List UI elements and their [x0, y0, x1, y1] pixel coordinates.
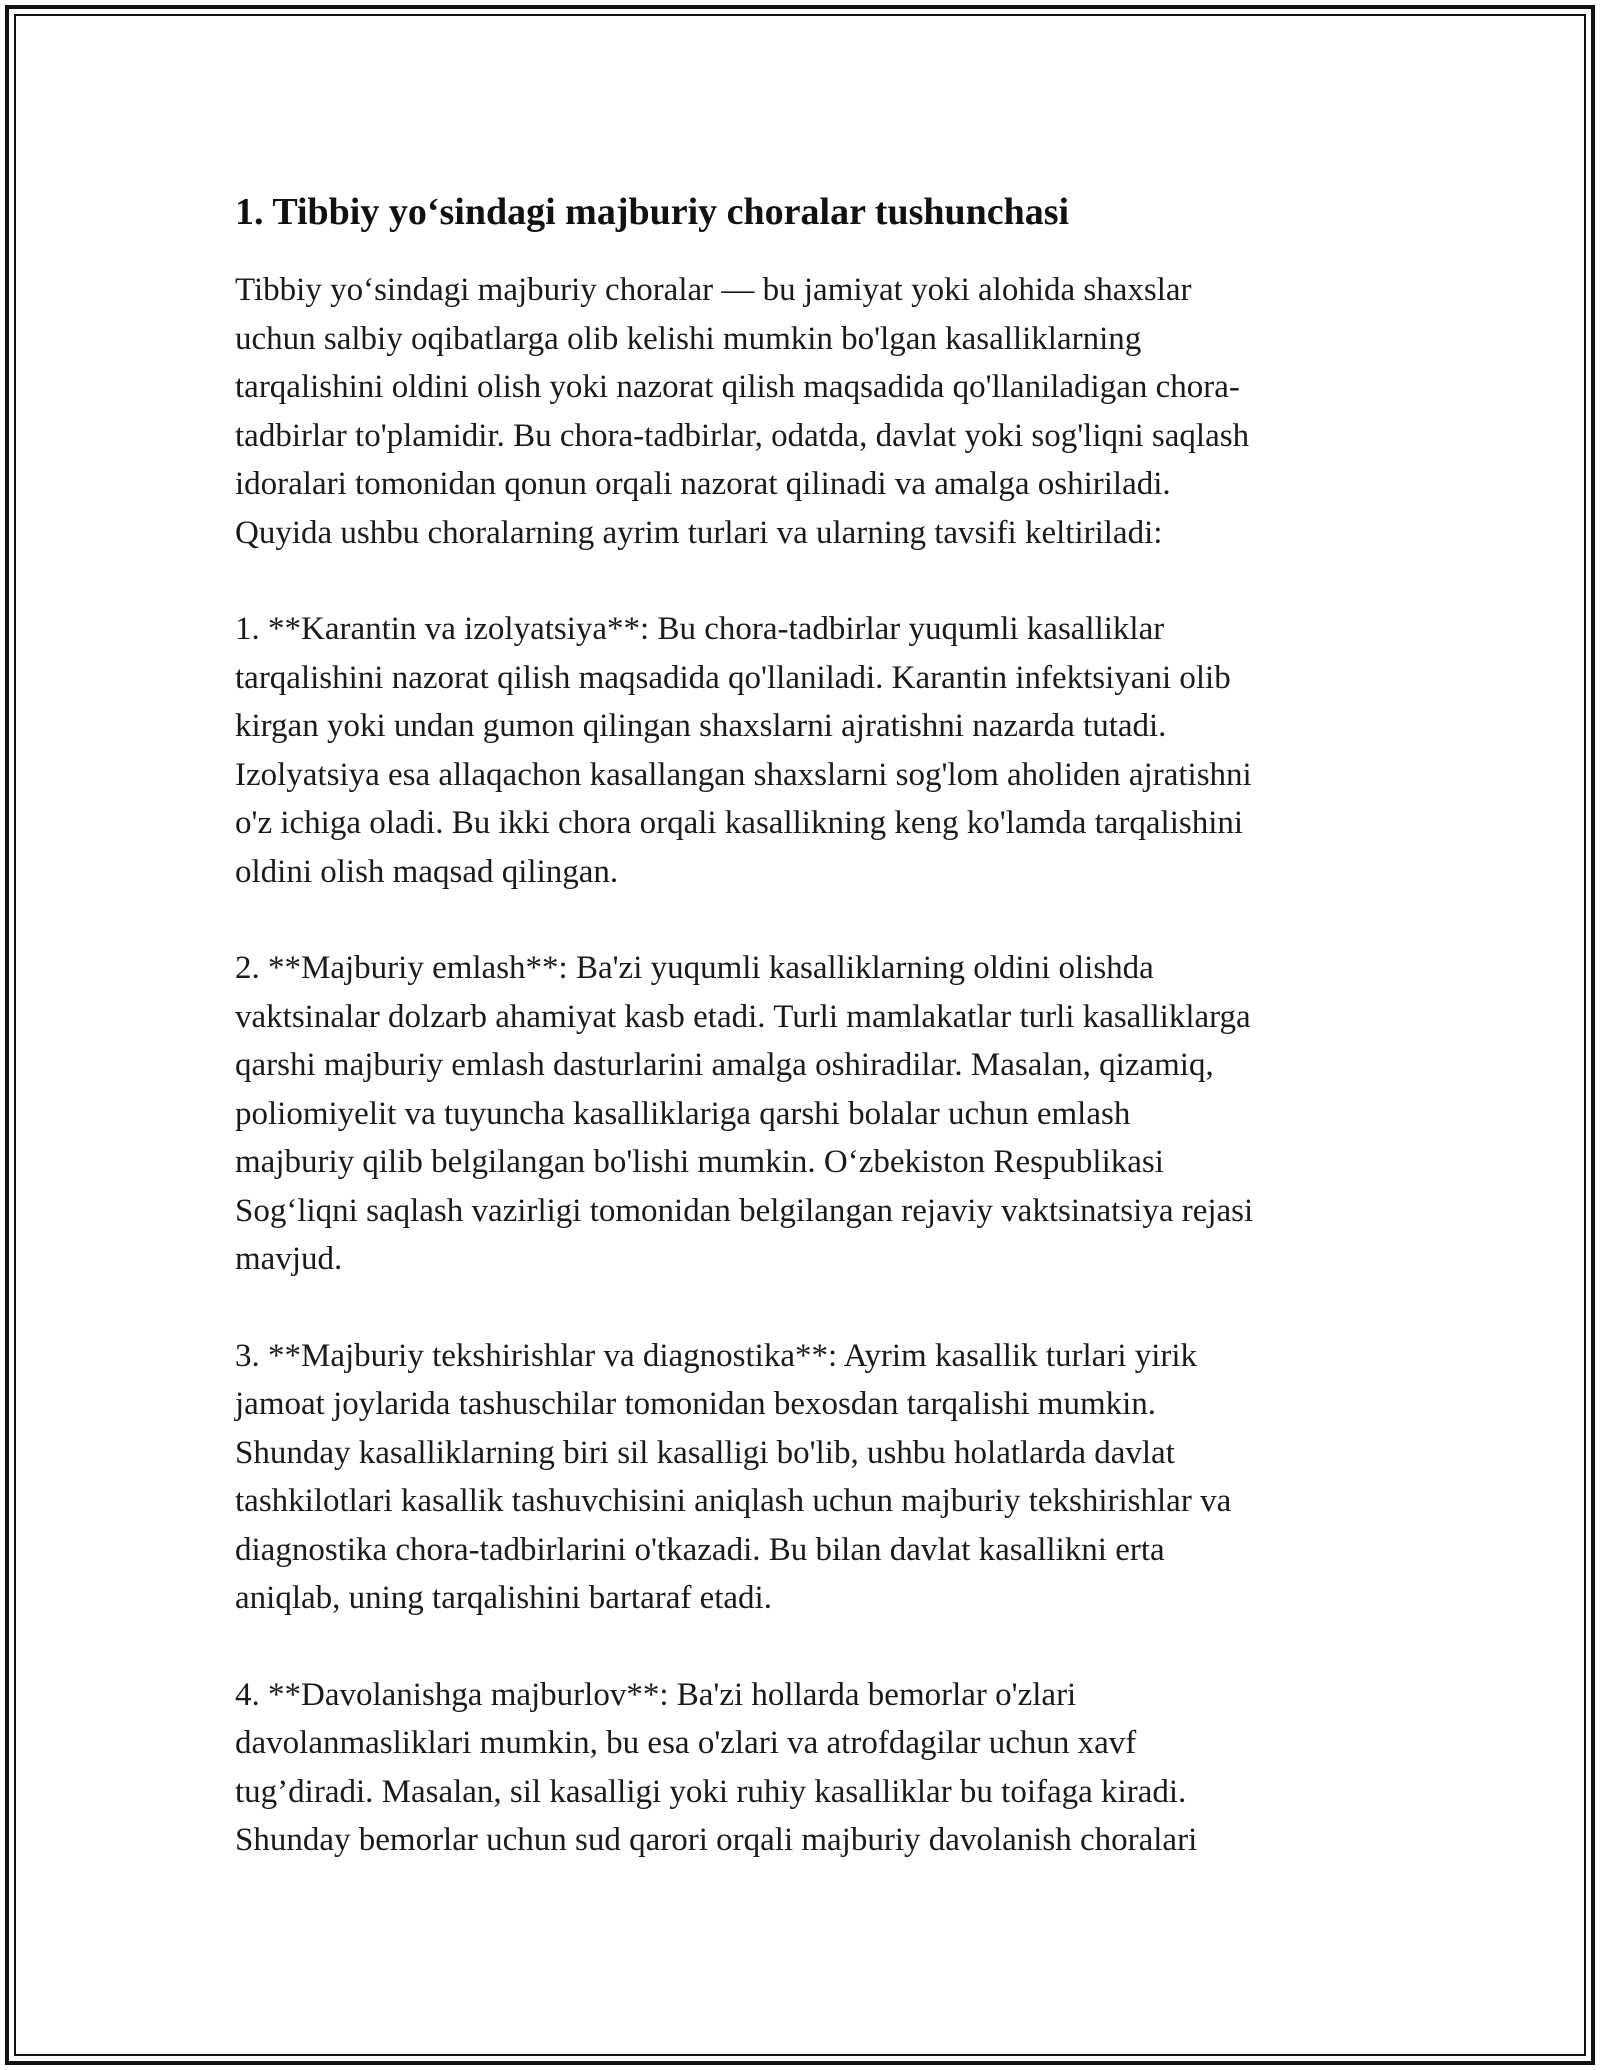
text-line: idoralari tomonidan qonun orqali nazorat qilinadi va amalga oshiriladi.	[235, 466, 1171, 502]
text-line: tashkilotlari kasallik tashuvchisini aniqlash uchun majburiy tekshirishlar va	[235, 1483, 1232, 1519]
text-line: Tibbiy yo‘sindagi majburiy choralar — bu jamiyat yoki alohida shaxslar	[235, 272, 1192, 308]
text-line: kirgan yoki undan gumon qilingan shaxslarni ajratishni nazarda tutadi.	[235, 708, 1167, 744]
list-item-diagnostics	[235, 1332, 1385, 1623]
text-line: tug’diradi. Masalan, sil kasalligi yoki ruhiy kasalliklar bu toifaga kiradi.	[235, 1773, 1187, 1810]
section-heading: 1. Tibbiy yo‘sindagi majburiy choralar tushunchasi	[235, 191, 1070, 233]
text-line: o'z ichiga oladi. Bu ikki chora orqali kasallikning keng ko'lamda tarqalishini	[235, 805, 1244, 841]
text-line: Shunday kasalliklarning biri sil kasalligi bo'lib, ushbu holatlarda davlat	[235, 1434, 1175, 1471]
text-line: Izolyatsiya esa allaqachon kasallangan shaxslarni sog'lom aholiden ajratishni	[235, 756, 1252, 793]
text-line: 3. **Majburiy tekshirishlar va diagnostika**: Ayrim kasallik turlari yirik	[235, 1337, 1198, 1374]
text-line: diagnostika chora-tadbirlarini o'tkazadi. Bu bilan davlat kasallikni erta	[235, 1531, 1165, 1568]
text-line: tadbirlar to'plamidir. Bu chora-tadbirlar, odatda, davlat yoki sog'liqni saqlash	[235, 417, 1250, 454]
intro-paragraph	[235, 266, 1385, 557]
list-item-quarantine	[235, 605, 1385, 896]
text-line: Quyida ushbu choralarning ayrim turlari va ularning tavsifi keltiriladi:	[235, 514, 1163, 551]
text-line: mavjud.	[235, 1241, 343, 1277]
text-line: Sog‘liqni saqlash vazirligi tomonidan belgilangan rejaviy vaktsinatsiya rejasi	[235, 1192, 1254, 1229]
text-line: uchun salbiy oqibatlarga olib kelishi mumkin bo'lgan kasalliklarning	[235, 320, 1142, 357]
text-line: Shunday bemorlar uchun sud qarori orqali majburiy davolanish choralari	[235, 1822, 1198, 1858]
text-line: jamoat joylarida tashuschilar tomonidan bexosdan tarqalishi mumkin.	[235, 1386, 1157, 1422]
text-line: tarqalishini oldini olish yoki nazorat qilish maqsadida qo'llaniladigan chora-	[235, 369, 1240, 405]
text-line: 1. **Karantin va izolyatsiya**: Bu chora-tadbirlar yuqumli kasalliklar	[235, 611, 1165, 647]
text-line: aniqlab, uning tarqalishini bartaraf etadi.	[235, 1580, 772, 1616]
text-line: 2. **Majburiy emlash**: Ba'zi yuqumli kasalliklarning oldini olishda	[235, 950, 1154, 986]
text-line: poliomiyelit va tuyuncha kasalliklariga qarshi bolalar uchun emlash	[235, 1095, 1131, 1132]
text-line: tarqalishini nazorat qilish maqsadida qo'llaniladi. Karantin infektsiyani olib	[235, 659, 1231, 696]
text-line: oldini olish maqsad qilingan.	[235, 853, 619, 890]
text-line: vaktsinalar dolzarb ahamiyat kasb etadi. Turli mamlakatlar turli kasalliklarga	[235, 998, 1251, 1035]
text-line: qarshi majburiy emlash dasturlarini amalga oshiradilar. Masalan, qizamiq,	[235, 1047, 1214, 1083]
list-item-treatment	[235, 1671, 1385, 1865]
text-line: majburiy qilib belgilangan bo'lishi mumkin. O‘zbekiston Respublikasi	[235, 1144, 1164, 1180]
text-line: davolanmasliklari mumkin, bu esa o'zlari va atrofdagilar uchun xavf	[235, 1725, 1137, 1761]
text-line: 4. **Davolanishga majburlov**: Ba'zi hollarda bemorlar o'zlari	[235, 1676, 1077, 1713]
list-item-vaccination	[235, 944, 1385, 1284]
document-body	[235, 186, 1385, 1913]
